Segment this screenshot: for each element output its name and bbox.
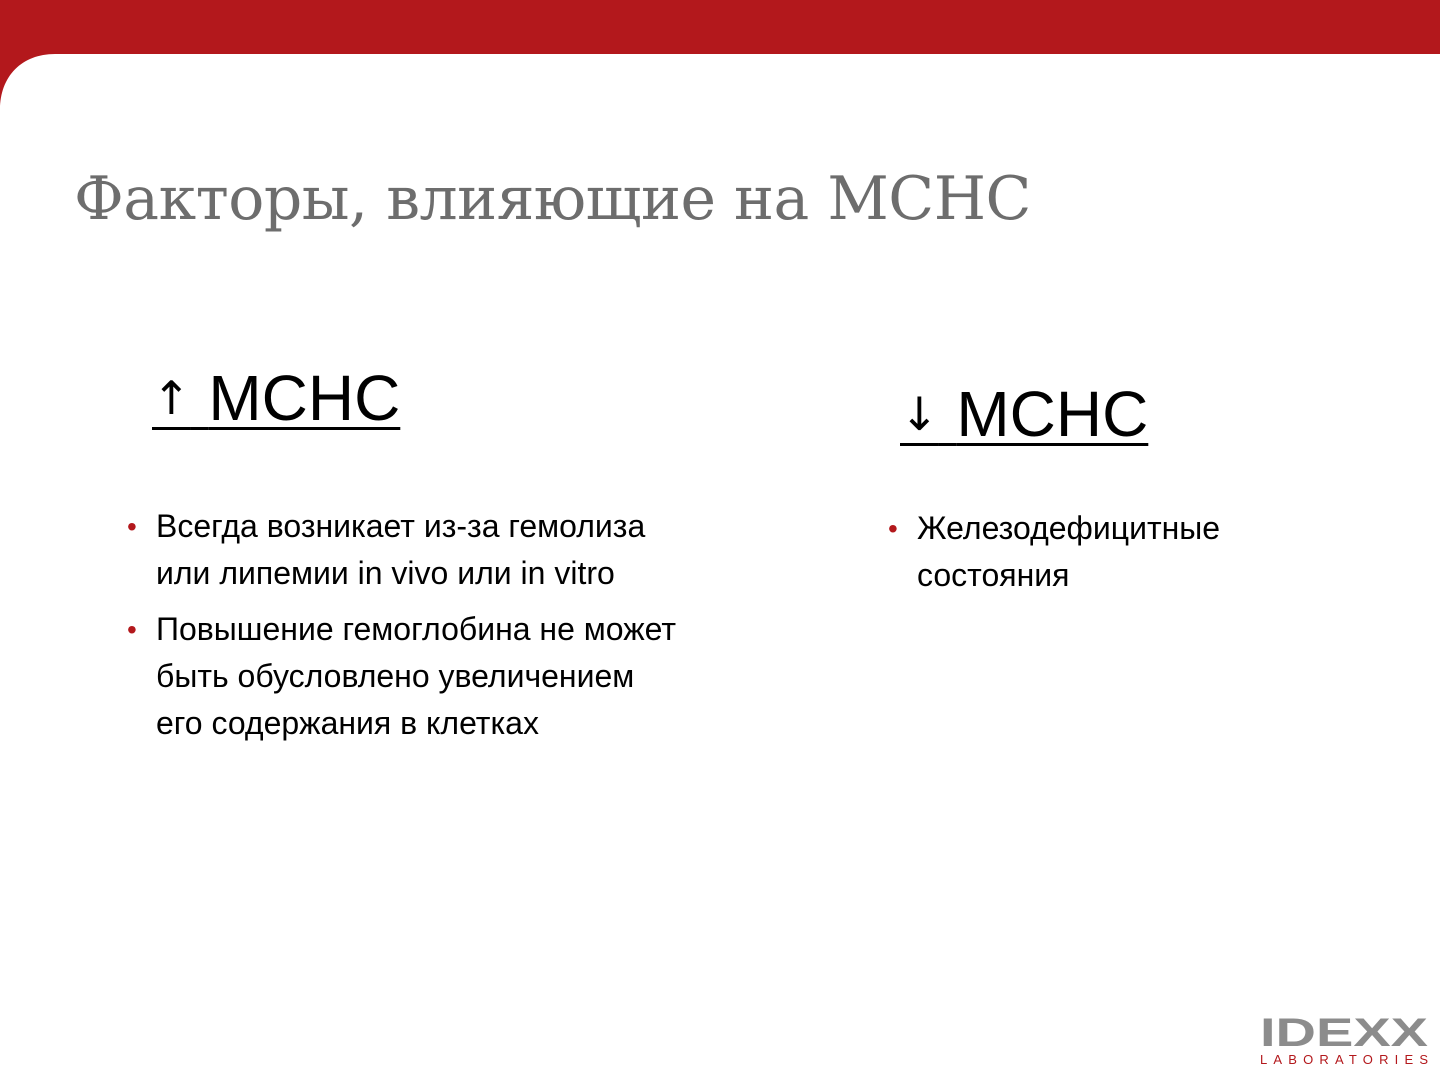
bullet-dot-icon: • xyxy=(888,513,898,544)
decrease-mchc-heading xyxy=(900,378,1148,450)
decrease-mchc-list xyxy=(888,505,1308,608)
list-item xyxy=(127,606,687,747)
decrease-mchc-label: MCHC xyxy=(956,378,1149,450)
list-item xyxy=(127,503,687,597)
bullet-dot-icon: • xyxy=(127,511,137,542)
logo-wordmark: IDEXX xyxy=(1260,1012,1429,1055)
increase-mchc-heading xyxy=(152,362,400,434)
logo-subtitle: LABORATORIES xyxy=(1260,1052,1428,1067)
header-band xyxy=(0,0,1440,54)
list-item-text: Всегда возникает из-за гемолиза или липемии in vivo или in vitro xyxy=(156,508,646,591)
header-corner-curve xyxy=(0,0,140,140)
idexx-logo xyxy=(1258,1012,1430,1068)
bullet-dot-icon: • xyxy=(127,614,137,645)
list-item xyxy=(888,505,1308,599)
list-item-text: Железодефицитные состояния xyxy=(917,510,1221,593)
down-arrow-icon: ↓ xyxy=(900,387,939,441)
increase-mchc-label: MCHC xyxy=(208,362,401,434)
list-item-text: Повышение гемоглобина не может быть обусловлено увеличением его содержания в клетках xyxy=(156,611,677,741)
increase-mchc-list xyxy=(127,503,687,756)
up-arrow-icon: ↑ xyxy=(152,371,191,425)
slide-title: Факторы, влияющие на MCHC xyxy=(74,164,1031,234)
